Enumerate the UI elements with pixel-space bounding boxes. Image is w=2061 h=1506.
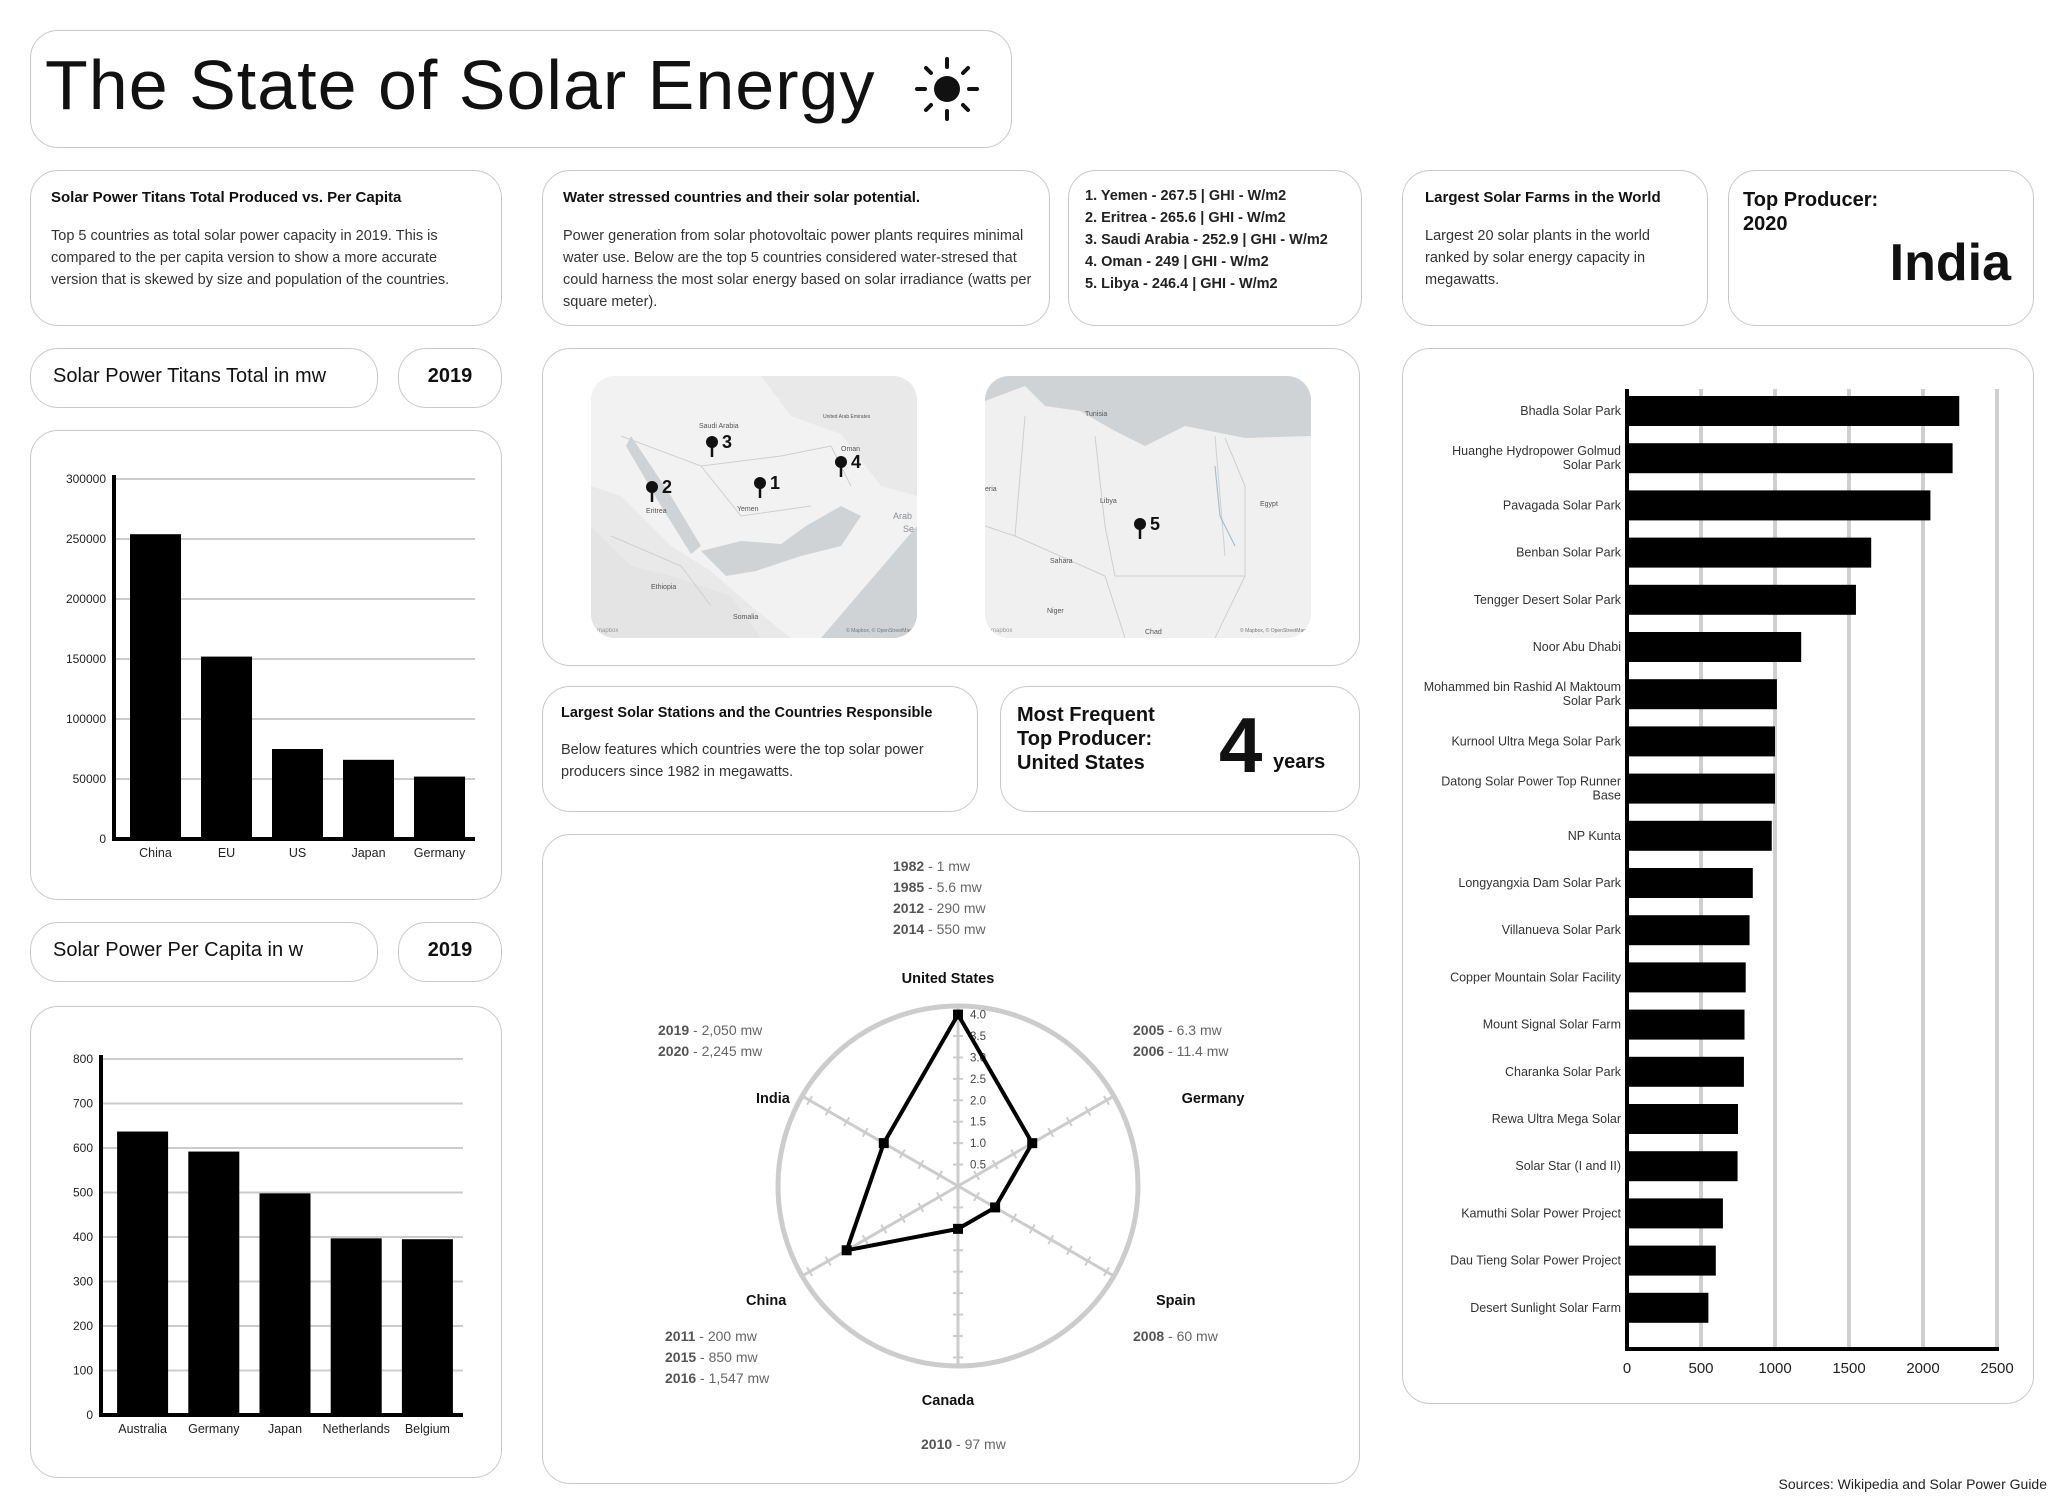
radar-annotation: 1985 - 5.6 mw <box>893 879 982 895</box>
titans-total-year <box>398 348 502 408</box>
stations-card <box>542 686 978 812</box>
y-tick-label: 0 <box>99 832 106 846</box>
y-tick-label: 700 <box>72 1096 93 1111</box>
pin-label: 5 <box>1150 514 1161 534</box>
bar <box>1627 1293 1708 1323</box>
map-label: Eritrea <box>646 508 667 515</box>
x-tick-label: 0 <box>1622 1360 1632 1377</box>
x-tick-label: 1000 <box>1758 1360 1792 1377</box>
y-tick-label: Pavagada Solar Park <box>1502 498 1621 513</box>
radar-annotation: 1982 - 1 mw <box>893 858 971 874</box>
most-frequent-card <box>1000 686 1360 812</box>
water-list-item: 5. Libya - 246.4 | GHI - W/m2 <box>1085 276 1278 292</box>
pin-label: 3 <box>722 432 733 452</box>
titans-total-label-text: Solar Power Titans Total in mw <box>53 365 327 387</box>
y-tick-label: 200000 <box>65 592 106 606</box>
x-tick-label: US <box>288 846 307 860</box>
water-info-title: Water stressed countries and their solar potential. <box>563 189 921 206</box>
bar <box>1627 915 1750 945</box>
radar-spoke <box>958 1186 1114 1276</box>
y-tick-label: Bhadla Solar Park <box>1520 404 1621 418</box>
radar-tick-label: 1.0 <box>970 1138 986 1151</box>
top-producer-country: India <box>1889 234 2011 292</box>
map-label: Oman <box>841 446 861 453</box>
radar-annotation: 2019 - 2,050 mw <box>658 1022 763 1038</box>
radar-annotation: 2020 - 2,245 mw <box>658 1043 763 1059</box>
titans-info-card <box>30 170 502 326</box>
x-tick-label: Australia <box>118 1422 167 1436</box>
radar-series-line <box>847 1015 1033 1251</box>
radar-card <box>542 834 1360 1484</box>
bar <box>260 1193 311 1415</box>
radar-annotation: 2006 - 11.4 mw <box>1133 1043 1229 1059</box>
bar <box>188 1152 239 1415</box>
y-tick-label: Noor Abu Dhabi <box>1532 640 1621 654</box>
titans-percap-year-text: 2019 <box>427 939 473 961</box>
pin-label: 1 <box>770 473 781 493</box>
x-tick-label: 2500 <box>1980 1360 2014 1377</box>
top-producer-year: 2020 <box>1743 213 1788 235</box>
y-tick-label: Datong Solar Power Top Runner Base <box>1441 774 1621 803</box>
farms-chart <box>1403 349 2033 1403</box>
radar-tick-label: 1.5 <box>970 1116 986 1129</box>
most-frequent-line: Most Frequent <box>1017 704 1155 726</box>
most-frequent-unit: years <box>1273 751 1326 773</box>
bar <box>1627 679 1777 709</box>
radar-spoke <box>802 1186 958 1276</box>
radar-tick-label: 2.5 <box>970 1073 986 1086</box>
water-list-item: 3. Saudi Arabia - 252.9 | GHI - W/m2 <box>1085 232 1328 248</box>
map-label: Saudi Arabia <box>699 423 739 430</box>
radar-point <box>953 1010 963 1020</box>
y-tick-label: Mohammed bin Rashid Al Maktoum Solar Park <box>1423 680 1621 709</box>
map-middle-east <box>591 376 917 638</box>
radar-point <box>842 1245 852 1255</box>
radar-annotation: 2005 - 6.3 mw <box>1133 1022 1222 1038</box>
bar <box>1627 726 1775 756</box>
sun-icon <box>911 53 983 125</box>
water-info-card <box>542 170 1050 326</box>
map-label: Libya <box>1100 498 1117 505</box>
radar-tick-label: 4.0 <box>970 1009 986 1022</box>
header-box <box>30 30 1012 148</box>
maps-card <box>542 348 1360 666</box>
map-attribution: © Mapbox, © OpenStreetMap <box>846 628 913 634</box>
y-tick-label: Desert Sunlight Solar Farm <box>1470 1300 1621 1315</box>
map-label: Sahara <box>1050 558 1073 565</box>
bar <box>1627 396 1959 426</box>
x-tick-label: Japan <box>267 1422 303 1436</box>
radar-axis-label: United States <box>901 971 995 987</box>
x-tick-label: EU <box>217 846 236 860</box>
titans-total-label <box>30 348 378 408</box>
most-frequent-label <box>1017 703 1155 775</box>
radar-tick-label: 3.5 <box>970 1031 986 1043</box>
y-tick-label: 800 <box>72 1052 93 1066</box>
most-frequent-line: Top Producer: <box>1017 728 1153 750</box>
radar-point <box>953 1224 963 1234</box>
most-frequent-line: United States <box>1017 752 1145 774</box>
x-tick-label: Belgium <box>404 1422 450 1436</box>
sources-note: Sources: Wikipedia and Solar Power Guide <box>1778 1476 2047 1492</box>
radar-annotation: 2016 - 1,547 mw <box>665 1370 770 1386</box>
most-frequent-number: 4 <box>1219 701 1263 789</box>
radar-axis-label: Spain <box>1156 1293 1196 1309</box>
radar-point <box>879 1138 889 1148</box>
map-logo: mapbox <box>991 628 1013 634</box>
y-tick-label: 0 <box>86 1408 93 1422</box>
y-tick-label: Charanka Solar Park <box>1504 1064 1621 1079</box>
water-info-text: Power generation from solar photovoltaic power plants requires minimal water use. Below are the top 5 countries considered water-stresed that could harness the most solar energy based on solar irradiance (watts per square meter). <box>563 228 1032 310</box>
radar-axis-label: India <box>756 1091 790 1107</box>
map-label: Yemen <box>737 506 759 513</box>
y-tick-label: Huanghe Hydropower Golmud Solar Park <box>1452 444 1621 473</box>
titans-percap-year <box>398 922 502 982</box>
radar-annotation: 2012 - 290 mw <box>893 900 986 916</box>
bar <box>1627 443 1953 473</box>
y-tick-label: NP Kunta <box>1567 828 1621 843</box>
bar <box>1627 868 1753 898</box>
titans-percap-label <box>30 922 378 982</box>
y-tick-label: Longyangxia Dam Solar Park <box>1458 876 1621 890</box>
bar <box>1627 538 1871 568</box>
bar <box>1627 490 1930 520</box>
map-libya <box>985 376 1311 638</box>
map-logo: mapbox <box>597 628 619 634</box>
x-tick-label: Netherlands <box>322 1422 390 1436</box>
page-title: The State of Solar Energy <box>45 46 876 124</box>
radar-point <box>990 1202 1000 1212</box>
y-tick-label: Copper Mountain Solar Facility <box>1450 970 1621 985</box>
map-label: Tunisia <box>1085 411 1108 418</box>
radar-tick-label: 3.0 <box>970 1052 986 1065</box>
y-tick-label: Solar Star (I and II) <box>1515 1159 1621 1174</box>
y-tick-label: 600 <box>72 1141 93 1155</box>
titans-total-chart-card <box>30 430 502 900</box>
bar <box>130 534 181 839</box>
y-tick-label: 50000 <box>72 772 106 786</box>
farms-chart-card <box>1402 348 2034 1404</box>
titans-percap-label-text: Solar Power Per Capita in w <box>53 939 304 961</box>
x-tick-label: 2000 <box>1906 1360 1940 1377</box>
farms-info-text: Largest 20 solar plants in the world ranked by solar energy capacity in megawatts. <box>1425 228 1650 288</box>
radar-point <box>1027 1138 1037 1148</box>
water-list-item: 2. Eritrea - 265.6 | GHI - W/m2 <box>1085 210 1286 226</box>
bar <box>343 760 394 839</box>
stations-text: Below features which countries were the top solar power producers since 1982 in megawatts. <box>561 742 924 780</box>
map-label: Niger <box>1047 608 1064 615</box>
x-tick-label: 500 <box>1688 1360 1714 1377</box>
farms-info-title: Largest Solar Farms in the World <box>1425 189 1661 206</box>
farms-info-card <box>1402 170 1708 326</box>
bar <box>1627 632 1801 662</box>
titans-percap-chart <box>31 1007 501 1477</box>
radar-annotation: 2015 - 850 mw <box>665 1349 758 1365</box>
y-tick-label: Villanueva Solar Park <box>1501 923 1621 938</box>
map-label: Arab <box>893 511 913 521</box>
radar-annotation: 2014 - 550 mw <box>893 921 986 937</box>
bar <box>1627 1104 1738 1134</box>
y-tick-label: Benban Solar Park <box>1516 545 1621 560</box>
map-label: Ethiopia <box>651 584 677 591</box>
stations-title: Largest Solar Stations and the Countries Responsible <box>561 705 933 721</box>
x-tick-label: China <box>139 846 172 860</box>
titans-total-year-text: 2019 <box>427 365 473 387</box>
titans-percap-chart-card <box>30 1006 502 1478</box>
radar-axis-label: Germany <box>1181 1091 1245 1107</box>
titans-total-chart <box>31 431 501 899</box>
bar <box>117 1132 168 1415</box>
water-list-card <box>1068 170 1362 326</box>
y-tick-label: Rewa Ultra Mega Solar <box>1491 1112 1621 1126</box>
radar-tick-label: 2.0 <box>970 1095 986 1108</box>
y-tick-label: Mount Signal Solar Farm <box>1482 1017 1621 1032</box>
bar <box>1627 1198 1723 1228</box>
radar-chart <box>543 835 1359 1483</box>
y-tick-label: Kurnool Ultra Mega Solar Park <box>1451 734 1621 749</box>
bar <box>272 749 323 839</box>
y-tick-label: 300 <box>72 1274 93 1289</box>
bar <box>414 777 465 839</box>
x-tick-label: Germany <box>413 846 466 860</box>
radar-axis-label: Canada <box>921 1393 975 1409</box>
y-tick-label: 150000 <box>65 652 106 666</box>
radar-annotation: 2010 - 97 mw <box>921 1436 1006 1452</box>
y-tick-label: 100 <box>72 1363 93 1378</box>
top-producer-label: Top Producer: <box>1743 189 1879 211</box>
map-label: Se <box>903 524 915 534</box>
bar <box>1627 962 1746 992</box>
water-list-item: 4. Oman - 249 | GHI - W/m2 <box>1085 254 1269 270</box>
radar-axis-label: China <box>746 1293 787 1309</box>
y-tick-label: 500 <box>72 1185 93 1200</box>
y-tick-label: 400 <box>72 1230 93 1244</box>
bar <box>1627 585 1856 615</box>
bar <box>1627 821 1772 851</box>
y-tick-label: Dau Tieng Solar Power Project <box>1450 1253 1621 1268</box>
y-tick-label: 300000 <box>65 472 106 486</box>
radar-tick-label: 0.5 <box>970 1159 986 1172</box>
titans-info-text: Top 5 countries as total solar power capacity in 2019. This is compared to the per capita version to show a more accurate version that is skewed by size and population of the countries. <box>51 228 450 288</box>
radar-annotation: 2011 - 200 mw <box>665 1328 757 1344</box>
bar <box>1627 1057 1744 1087</box>
pin-label: 2 <box>662 477 673 497</box>
x-tick-label: Germany <box>188 1422 240 1436</box>
y-tick-label: 250000 <box>65 532 106 546</box>
bar <box>1627 1151 1738 1181</box>
map-attribution: © Mapbox, © OpenStreetMap <box>1240 628 1307 634</box>
pin-label: 4 <box>851 452 862 472</box>
map-label: Somalia <box>733 614 759 621</box>
map-label: United Arab Emirates <box>823 414 871 420</box>
map-label: Egypt <box>1260 501 1278 508</box>
titans-info-title: Solar Power Titans Total Produced vs. Per Capita <box>51 189 402 206</box>
top-producer-card <box>1728 170 2034 326</box>
bar <box>201 657 252 839</box>
x-tick-label: 1500 <box>1832 1360 1866 1377</box>
bar <box>1627 1010 1745 1040</box>
y-tick-label: 100000 <box>65 712 106 726</box>
y-tick-label: Tengger Desert Solar Park <box>1473 592 1621 607</box>
bar <box>402 1239 453 1415</box>
water-list-item: 1. Yemen - 267.5 | GHI - W/m2 <box>1085 188 1287 204</box>
bar <box>1627 774 1775 804</box>
map-label: Chad <box>1145 629 1162 636</box>
radar-annotation: 2008 - 60 mw <box>1133 1328 1218 1344</box>
bar <box>331 1238 382 1415</box>
water-list <box>1085 185 1328 295</box>
map-label: eria <box>985 486 997 493</box>
bar <box>1627 1246 1716 1276</box>
x-tick-label: Japan <box>351 846 386 860</box>
y-tick-label: Kamuthi Solar Power Project <box>1461 1206 1621 1221</box>
y-tick-label: 200 <box>72 1319 93 1333</box>
